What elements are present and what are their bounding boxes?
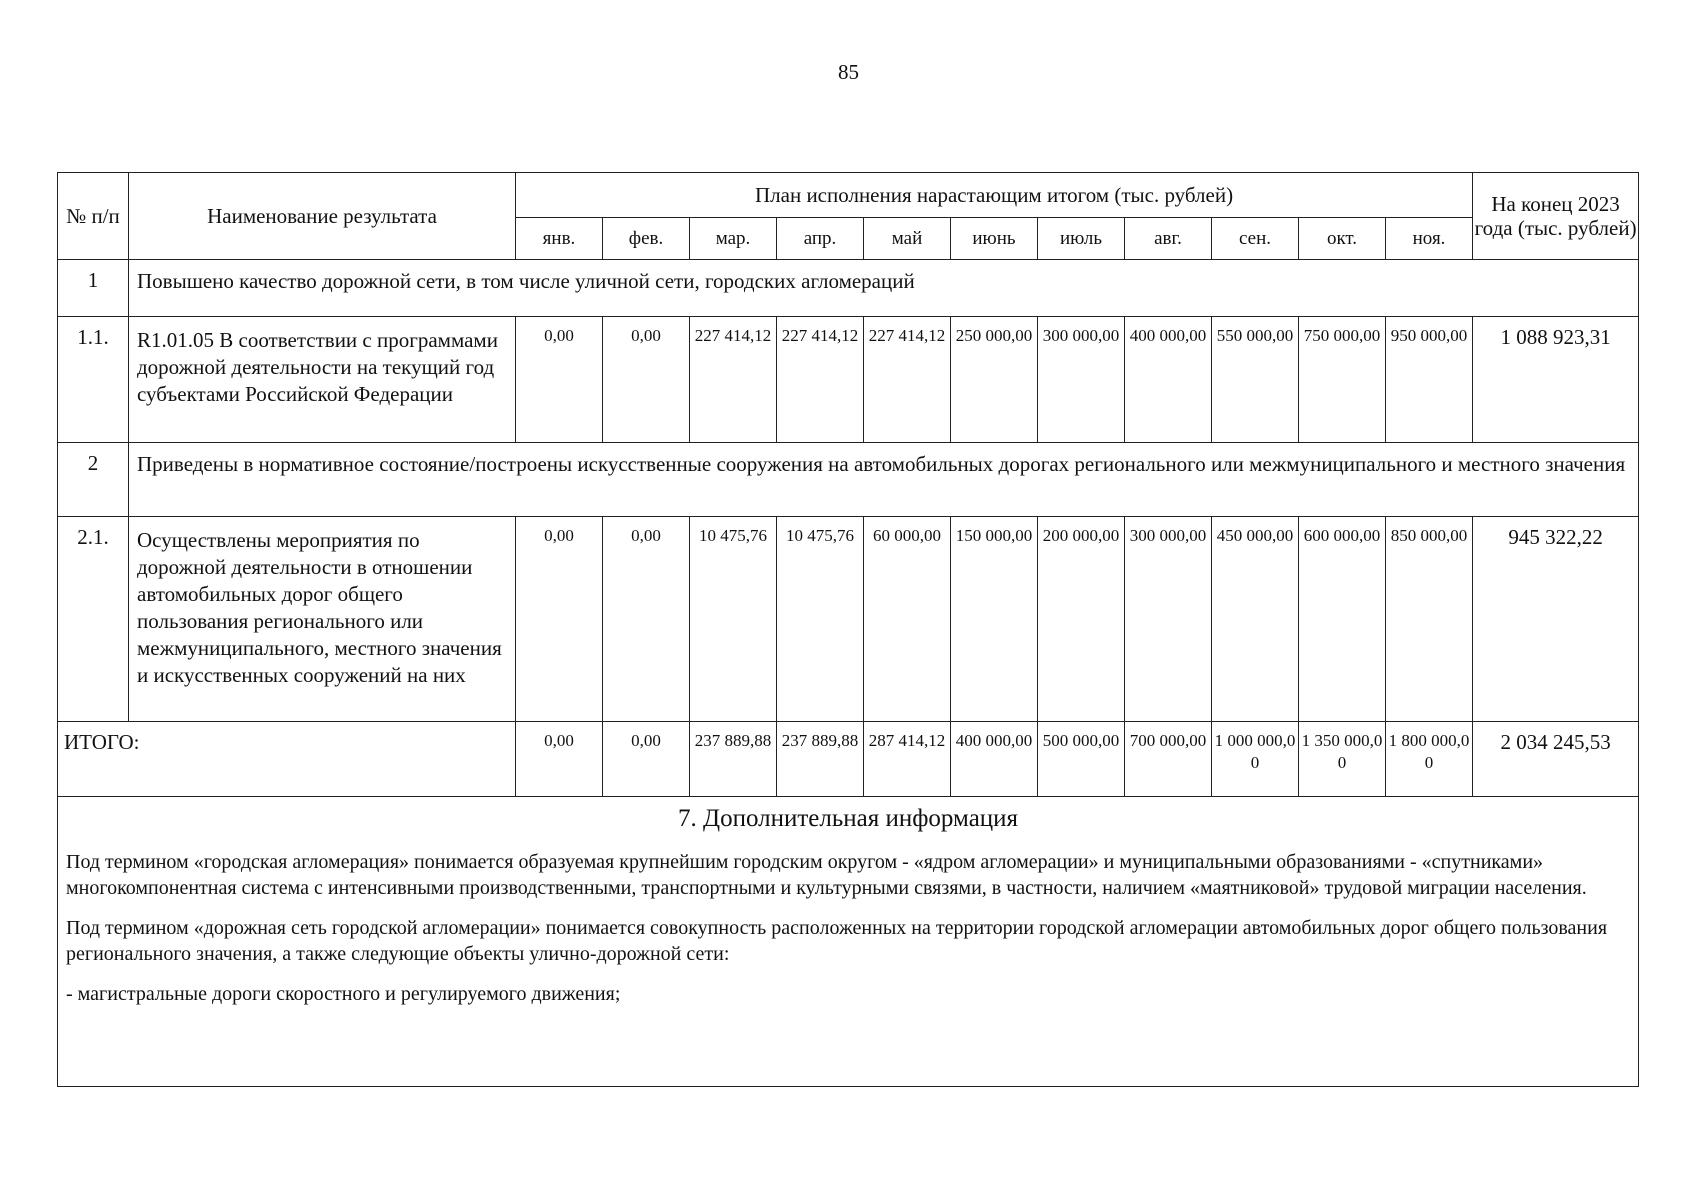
month-header: фев. bbox=[603, 218, 690, 260]
total-month-value: 237 889,88 bbox=[777, 722, 864, 797]
month-value: 10 475,76 bbox=[690, 517, 777, 722]
info-paragraph: Под термином «городская агломерация» понимается образуемая крупнейшим городским округом - «ядром агломерации» и муниципальными образованиями - «спутниками» многокомпонентная система с интенсивными производственными, транспортными и культурными связями, в частности, наличием «маятниковой» трудовой миграции населения. bbox=[66, 851, 1587, 899]
month-value: 0,00 bbox=[516, 517, 603, 722]
month-header: окт. bbox=[1299, 218, 1386, 260]
month-value: 0,00 bbox=[603, 517, 690, 722]
month-value: 600 000,00 bbox=[1299, 517, 1386, 722]
total-month-value: 400 000,00 bbox=[951, 722, 1038, 797]
month-value: 227 414,12 bbox=[690, 317, 777, 443]
total-month-value: 237 889,88 bbox=[690, 722, 777, 797]
row-number: 1.1. bbox=[58, 317, 129, 443]
month-value: 60 000,00 bbox=[864, 517, 951, 722]
total-end-of-year-value: 2 034 245,53 bbox=[1473, 722, 1639, 797]
month-value: 10 475,76 bbox=[777, 517, 864, 722]
total-row bbox=[58, 722, 1639, 797]
month-value: 227 414,12 bbox=[777, 317, 864, 443]
month-value: 550 000,00 bbox=[1212, 317, 1299, 443]
month-header: янв. bbox=[516, 218, 603, 260]
total-month-value: 287 414,12 bbox=[864, 722, 951, 797]
end-of-year-value: 945 322,22 bbox=[1473, 517, 1639, 722]
month-value: 150 000,00 bbox=[951, 517, 1038, 722]
header-name: Наименование результата bbox=[129, 173, 516, 260]
month-value: 450 000,00 bbox=[1212, 517, 1299, 722]
info-paragraph: Под термином «дорожная сеть городской агломерации» понимается совокупность расположенных на территории городской агломерации автомобильных дорог общего пользования регионального значения, а также следующие объекты улично-дорожной сети: bbox=[66, 917, 1608, 965]
end-of-year-value: 1 088 923,31 bbox=[1473, 317, 1639, 443]
total-month-value: 700 000,00 bbox=[1125, 722, 1212, 797]
result-name: Осуществлены мероприятия по дорожной деятельности в отношении автомобильных дорог общего пользования регионального или межмуниципального, местного значения и искусственных сооружений на них bbox=[129, 517, 516, 722]
month-header: сен. bbox=[1212, 218, 1299, 260]
section-row bbox=[58, 260, 1639, 317]
month-header: ноя. bbox=[1386, 218, 1473, 260]
header-row-top bbox=[58, 173, 1639, 218]
month-value: 850 000,00 bbox=[1386, 517, 1473, 722]
total-month-value: 500 000,00 bbox=[1038, 722, 1125, 797]
section-number: 1 bbox=[58, 260, 129, 317]
total-label: ИТОГО: bbox=[58, 722, 516, 797]
info-row bbox=[58, 797, 1639, 1087]
result-name bbox=[129, 317, 516, 443]
total-month-value: 1 000 000,00 bbox=[1212, 722, 1299, 797]
info-title: 7. Дополнительная информация bbox=[678, 805, 1019, 832]
row-number: 2.1. bbox=[58, 517, 129, 722]
month-value: 200 000,00 bbox=[1038, 517, 1125, 722]
header-num: № п/п bbox=[58, 173, 129, 260]
section-number: 2 bbox=[58, 443, 129, 517]
month-header: июнь bbox=[951, 218, 1038, 260]
month-header: мар. bbox=[690, 218, 777, 260]
total-month-value: 0,00 bbox=[603, 722, 690, 797]
header-plan: План исполнения нарастающим итогом (тыс. рублей) bbox=[516, 173, 1473, 218]
month-value: 0,00 bbox=[603, 317, 690, 443]
result-name-text: R1.01.05 В соответствии с программами дорожной деятельности на текущий год субъектами Российской Федерации bbox=[137, 328, 498, 406]
total-month-value: 0,00 bbox=[516, 722, 603, 797]
results-table bbox=[57, 172, 1639, 1087]
section-title: Приведены в нормативное состояние/построены искусственные сооружения на автомобильных дорогах регионального или межмуниципального и местного значения bbox=[129, 443, 1639, 517]
header-end-of-year: На конец 2023 года (тыс. рублей) bbox=[1473, 173, 1639, 260]
month-value: 300 000,00 bbox=[1038, 317, 1125, 443]
section-row bbox=[58, 443, 1639, 517]
month-value: 400 000,00 bbox=[1125, 317, 1212, 443]
result-row bbox=[58, 517, 1639, 722]
result-row bbox=[58, 317, 1639, 443]
month-header: май bbox=[864, 218, 951, 260]
month-value: 250 000,00 bbox=[951, 317, 1038, 443]
month-value: 750 000,00 bbox=[1299, 317, 1386, 443]
info-paragraph: - магистральные дороги скоростного и регулируемого движения; bbox=[66, 983, 621, 1005]
month-value: 227 414,12 bbox=[864, 317, 951, 443]
month-header: июль bbox=[1038, 218, 1125, 260]
total-month-value: 1 350 000,00 bbox=[1299, 722, 1386, 797]
month-header: апр. bbox=[777, 218, 864, 260]
month-header: авг. bbox=[1125, 218, 1212, 260]
page-number: 85 bbox=[838, 60, 859, 84]
month-value: 300 000,00 bbox=[1125, 517, 1212, 722]
total-month-value: 1 800 000,00 bbox=[1386, 722, 1473, 797]
info-cell bbox=[58, 797, 1639, 1087]
section-title: Повышено качество дорожной сети, в том числе уличной сети, городских агломераций bbox=[129, 260, 1639, 317]
month-value: 950 000,00 bbox=[1386, 317, 1473, 443]
month-value: 0,00 bbox=[516, 317, 603, 443]
